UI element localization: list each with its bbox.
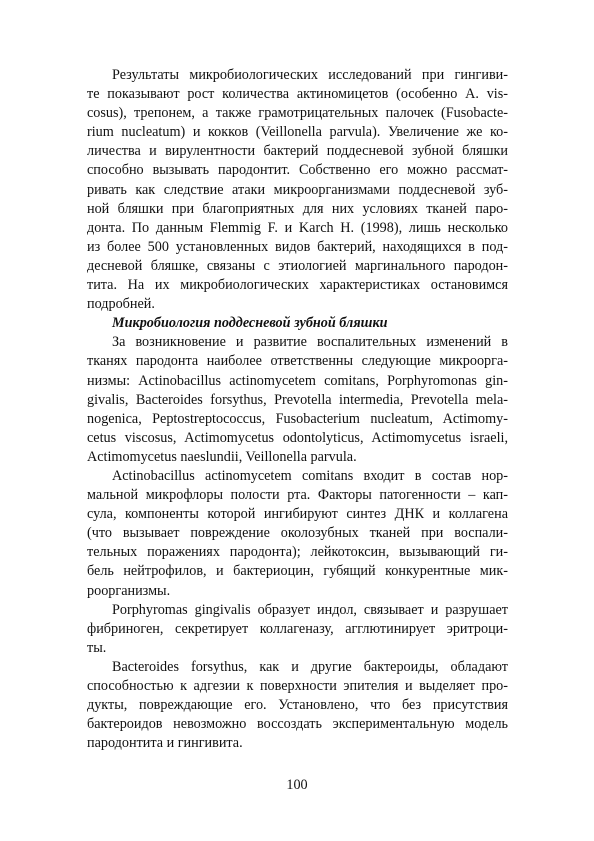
text-line: cetus viscosus, Actimomycetus odontolyticus, Actimomycetus israeli, [87,429,508,446]
text-line: роорганизмы. [87,582,171,599]
text-line: донта. По данным Flemmig F. и Karch H. (1998), лишь несколько [87,219,508,236]
text-line: те показывают рост количества актиномицетов (особенно A. vis- [87,86,508,103]
text-line: сула, компоненты которой ингибируют синтез ДНК и коллагена [87,506,508,523]
text-line: десневой бляшке, связаны с этиологией маргинального пародон- [87,257,508,274]
text-line: подробней. [87,296,155,313]
text-line: низмы: Actinobacillus actinomycetem comitans, Porphyromonas gin- [87,372,508,389]
text-line: пародонтита и гингивита. [87,735,243,752]
text-line: ты. [87,639,107,656]
text-line: тита. На их микробиологических характеристиках остановимся [87,277,508,294]
paragraph [87,601,508,658]
text-line: дукты, повреждающие его. Установлено, что без присутствия [87,697,508,714]
text-line: Porphyromas gingivalis образует индол, связывает и разрушает [112,601,508,618]
text-line: способно вызывать пародонтит. Собственно его можно рассмат- [87,162,508,179]
text-line: cosus), трепонем, а также грамотрицательных палочек (Fusobacte- [87,105,508,122]
paragraph [87,658,508,753]
text-line: nogenica, Peptostreptococcus, Fusobacterium nucleatum, Actimomy- [87,410,508,427]
text-line: Bacteroides forsythus, как и другие бактероиды, обладают [112,658,508,675]
text-line: givalis, Bacteroides forsythus, Prevotella intermedia, Prevotella mela- [87,391,508,408]
text-line: rium nucleatum) и кокков (Veillonella parvula). Увеличение же ко- [87,124,508,141]
text-line: бель нейтрофилов, и бактериоцин, губящий конкурентные мик- [87,563,508,580]
text-line: фибриноген, секретирует коллагеназу, агглютинирует эритроци- [87,620,508,637]
body-text [87,66,508,753]
text-line: За возникновение и развитие воспалительных изменений в [112,334,508,351]
text-line: бактероидов невозможно воссоздать экспериментальную модель [87,716,508,733]
page-number: 100 [286,777,308,793]
text-line: ной бляшки при благоприятных для них условиях тканей паро- [87,200,508,217]
text-line: (что вызывает повреждение околозубных тканей при воспали- [87,525,508,542]
text-line: тканях пародонта наиболее ответственны следующие микроорга- [87,353,508,370]
text-line: Результаты микробиологических исследований при гингиви- [112,67,508,83]
section-heading: Микробиология поддесневой зубной бляшки [112,315,388,332]
paragraph [87,467,508,601]
text-line: Actinobacillus actinomycetem comitans входит в состав нор- [112,467,508,484]
text-line: Actimomycetus naeslundii, Veillonella parvula. [87,448,357,465]
text-line: из более 500 установленных видов бактерий, находящихся в под- [87,238,508,255]
text-line: тельных поражениях пародонта); лейкотоксин, вызывающий ги- [87,544,508,561]
paragraph [87,333,508,467]
paragraph [87,66,508,314]
text-line: мальной микрофлоры полости рта. Факторы патогенности – кап- [87,487,508,504]
text-line: ривать как следствие атаки микроорганизмами поддесневой зуб- [87,181,508,198]
text-line: личества и вирулентности бактерий поддесневой зубной бляшки [87,143,508,160]
text-line: способностью к адгезии к поверхности эпителия и выделяет про- [87,678,508,694]
